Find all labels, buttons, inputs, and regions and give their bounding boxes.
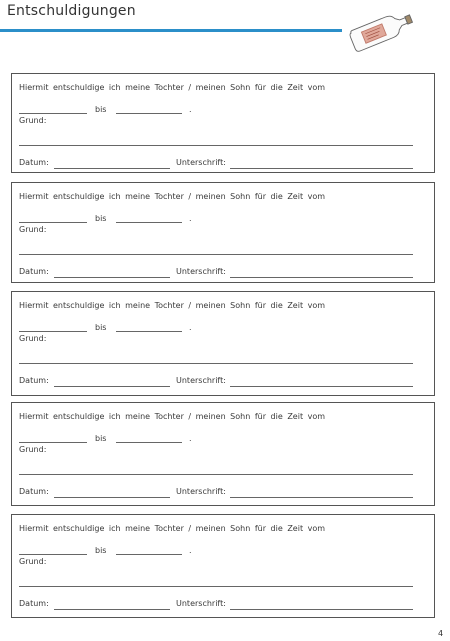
intro-text: Hiermit entschuldige ich meine Tochter / meinen Sohn für die Zeit vom bbox=[19, 524, 326, 533]
datum-label: Datum: bbox=[19, 487, 49, 496]
unterschrift-label: Unterschrift: bbox=[176, 376, 226, 385]
excuse-slip bbox=[11, 73, 435, 173]
date-range-row bbox=[19, 105, 219, 117]
datum-blank[interactable] bbox=[54, 168, 170, 169]
datum-blank[interactable] bbox=[54, 277, 170, 278]
unterschrift-blank[interactable] bbox=[230, 277, 413, 278]
to-date-blank[interactable] bbox=[116, 554, 182, 555]
datum-label: Datum: bbox=[19, 599, 49, 608]
unterschrift-label: Unterschrift: bbox=[176, 487, 226, 496]
bis-label: bis bbox=[95, 105, 107, 114]
period-mark: . bbox=[189, 214, 192, 223]
grund-label: Grund: bbox=[19, 225, 47, 234]
from-date-blank[interactable] bbox=[19, 113, 87, 114]
period-mark: . bbox=[189, 105, 192, 114]
grund-label: Grund: bbox=[19, 445, 47, 454]
datum-label: Datum: bbox=[19, 267, 49, 276]
unterschrift-label: Unterschrift: bbox=[176, 158, 226, 167]
date-range-row bbox=[19, 323, 219, 335]
reason-blank[interactable] bbox=[19, 363, 413, 364]
bis-label: bis bbox=[95, 546, 107, 555]
period-mark: . bbox=[189, 434, 192, 443]
datum-label: Datum: bbox=[19, 376, 49, 385]
page-title: Entschuldigungen bbox=[7, 3, 136, 19]
excuse-slip bbox=[11, 291, 435, 396]
excuse-slip bbox=[11, 514, 435, 618]
intro-text: Hiermit entschuldige ich meine Tochter / meinen Sohn für die Zeit vom bbox=[19, 83, 326, 92]
message-bottle-icon bbox=[344, 4, 416, 52]
datum-label: Datum: bbox=[19, 158, 49, 167]
intro-text: Hiermit entschuldige ich meine Tochter / meinen Sohn für die Zeit vom bbox=[19, 301, 326, 310]
bis-label: bis bbox=[95, 434, 107, 443]
to-date-blank[interactable] bbox=[116, 222, 182, 223]
reason-blank[interactable] bbox=[19, 145, 413, 146]
unterschrift-label: Unterschrift: bbox=[176, 599, 226, 608]
period-mark: . bbox=[189, 323, 192, 332]
bis-label: bis bbox=[95, 323, 107, 332]
grund-label: Grund: bbox=[19, 557, 47, 566]
unterschrift-blank[interactable] bbox=[230, 168, 413, 169]
from-date-blank[interactable] bbox=[19, 442, 87, 443]
header-rule bbox=[0, 29, 342, 32]
reason-blank[interactable] bbox=[19, 586, 413, 587]
unterschrift-blank[interactable] bbox=[230, 609, 413, 610]
date-range-row bbox=[19, 434, 219, 446]
grund-label: Grund: bbox=[19, 334, 47, 343]
page-number: 4 bbox=[438, 629, 444, 638]
unterschrift-blank[interactable] bbox=[230, 497, 413, 498]
datum-blank[interactable] bbox=[54, 386, 170, 387]
excuse-slip bbox=[11, 182, 435, 283]
unterschrift-label: Unterschrift: bbox=[176, 267, 226, 276]
unterschrift-blank[interactable] bbox=[230, 386, 413, 387]
datum-blank[interactable] bbox=[54, 609, 170, 610]
datum-blank[interactable] bbox=[54, 497, 170, 498]
grund-label: Grund: bbox=[19, 116, 47, 125]
reason-blank[interactable] bbox=[19, 474, 413, 475]
date-range-row bbox=[19, 214, 219, 226]
to-date-blank[interactable] bbox=[116, 331, 182, 332]
to-date-blank[interactable] bbox=[116, 113, 182, 114]
excuse-slip bbox=[11, 402, 435, 506]
reason-blank[interactable] bbox=[19, 254, 413, 255]
from-date-blank[interactable] bbox=[19, 331, 87, 332]
from-date-blank[interactable] bbox=[19, 222, 87, 223]
intro-text: Hiermit entschuldige ich meine Tochter / meinen Sohn für die Zeit vom bbox=[19, 412, 326, 421]
period-mark: . bbox=[189, 546, 192, 555]
bis-label: bis bbox=[95, 214, 107, 223]
date-range-row bbox=[19, 546, 219, 558]
to-date-blank[interactable] bbox=[116, 442, 182, 443]
from-date-blank[interactable] bbox=[19, 554, 87, 555]
intro-text: Hiermit entschuldige ich meine Tochter / meinen Sohn für die Zeit vom bbox=[19, 192, 326, 201]
